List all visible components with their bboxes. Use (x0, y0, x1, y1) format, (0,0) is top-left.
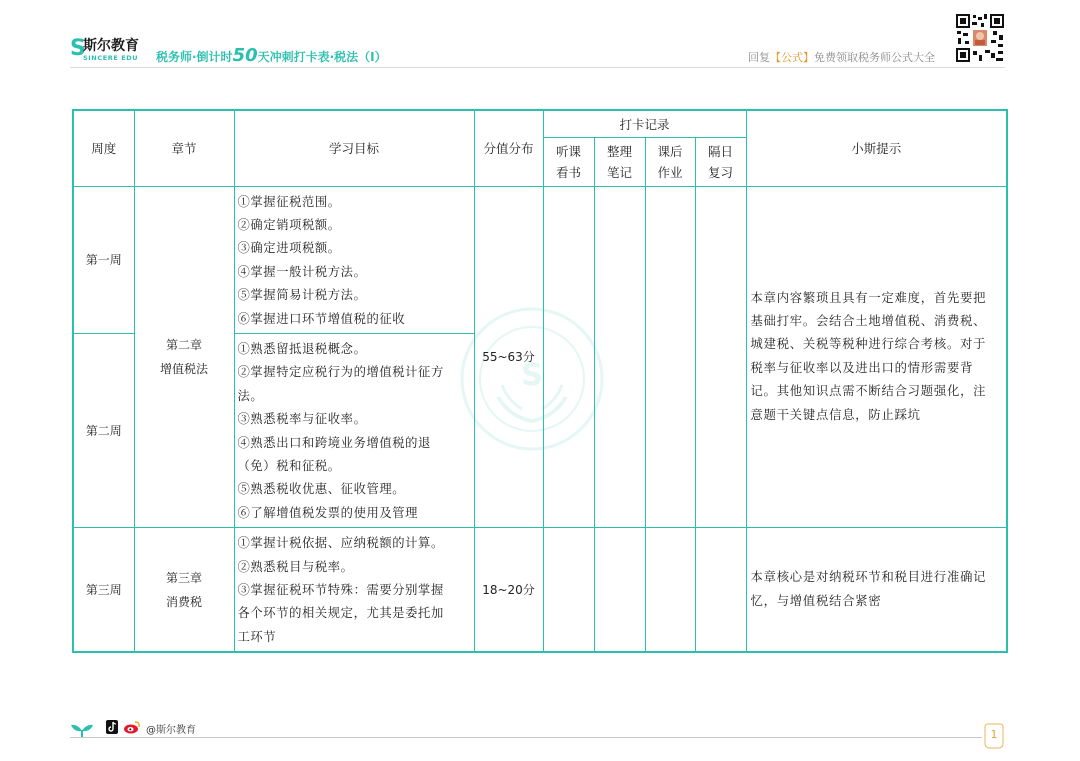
tiktok-icon[interactable] (106, 720, 118, 734)
page-footer (0, 710, 1080, 761)
tip-cell: 本章内容繁琐且具有一定难度，首先要把 基础打牢。会结合土地增值税、消费税、 城建税、关税等税种进行综合考核。对于 税率与征收率以及进出口的情形需要背 记。其他知识点需不断结合习题强化，注 意题干关键点信息，防止踩坑 (746, 186, 1007, 528)
header-divider (70, 67, 1005, 68)
week-cell: 第一周 (73, 186, 134, 333)
header-sub-review: 隔日 复习 (695, 137, 746, 186)
brand-logo (70, 38, 142, 64)
logo-text-en: SINCERE EDU (83, 54, 139, 62)
chapter-cell: 第三章 消费税 (134, 528, 234, 653)
checkin-homework-cell[interactable] (645, 528, 695, 653)
study-plan-table (72, 109, 1008, 653)
header-sub-homework: 课后 作业 (645, 137, 695, 186)
goals-cell: ①掌握计税依据、应纳税额的计算。 ②熟悉税目与税率。 ③掌握征税环节特殊：需要分别掌握 各个环节的相关规定，尤其是委托加 工环节 (234, 528, 474, 653)
header-goals: 学习目标 (234, 110, 474, 186)
reply-suffix: 免费领取税务师公式大全 (814, 51, 935, 64)
table-row (73, 186, 1007, 333)
logo-text-cn: 斯尔教育 (83, 38, 139, 54)
title-number: 50 (232, 45, 258, 66)
goals-cell: ①掌握征税范围。 ②确定销项税额。 ③确定进项税额。 ④掌握一般计税方法。 ⑤掌握简易计税方法。 ⑥掌握进口环节增值税的征收 (234, 186, 474, 333)
title-prefix: 税务师·倒计时 (156, 50, 233, 64)
reply-tip (748, 49, 935, 65)
score-cell: 55~63分 (474, 186, 543, 528)
header-sub-notes: 整理 笔记 (594, 137, 645, 186)
page-number: 1 (990, 728, 998, 741)
reply-keyword: 【公式】 (770, 51, 814, 64)
header-chapter: 章节 (134, 110, 234, 186)
header-score: 分值分布 (474, 110, 543, 186)
svg-text:S: S (521, 358, 543, 393)
document-title (156, 45, 387, 66)
chapter-cell: 第二章 增值税法 (134, 186, 234, 528)
score-cell: 18~20分 (474, 528, 543, 653)
title-suffix: 天冲刺打卡表·税法（Ⅰ） (257, 50, 387, 64)
week-cell: 第三周 (73, 528, 134, 653)
week-cell: 第二周 (73, 333, 134, 527)
tip-cell: 本章核心是对纳税环节和税目进行准确记 忆，与增值税结合紧密 (746, 528, 1007, 653)
qr-code-icon (955, 13, 1005, 63)
social-handle: @斯尔教育 (146, 725, 196, 736)
logo-s-icon: S (70, 36, 86, 61)
checkin-notes-cell[interactable] (594, 528, 645, 653)
checkin-listen-cell[interactable] (543, 528, 594, 653)
header-week: 周度 (73, 110, 134, 186)
header-checkin: 打卡记录 (543, 110, 746, 137)
goals-cell: ①熟悉留抵退税概念。 ②掌握特定应税行为的增值税计征方 法。 ③熟悉税率与征收率。 ④熟悉出口和跨境业务增值税的退 （免）税和征税。 ⑤熟悉税收优惠、征收管理。 ⑥了解增值税发票的使用及管理 (234, 333, 474, 527)
header-tip: 小斯提示 (746, 110, 1007, 186)
checkin-homework-cell[interactable] (645, 186, 695, 528)
sprout-icon (70, 722, 94, 738)
checkin-listen-cell[interactable] (543, 186, 594, 528)
page-header (0, 0, 1080, 80)
checkin-review-cell[interactable] (695, 528, 746, 653)
header-sub-listen: 听课 看书 (543, 137, 594, 186)
footer-divider (70, 737, 982, 738)
weibo-icon[interactable] (123, 720, 141, 734)
checkin-review-cell[interactable] (695, 186, 746, 528)
reply-prefix: 回复 (748, 51, 770, 64)
checkin-notes-cell[interactable] (594, 186, 645, 528)
table-row (73, 528, 1007, 653)
